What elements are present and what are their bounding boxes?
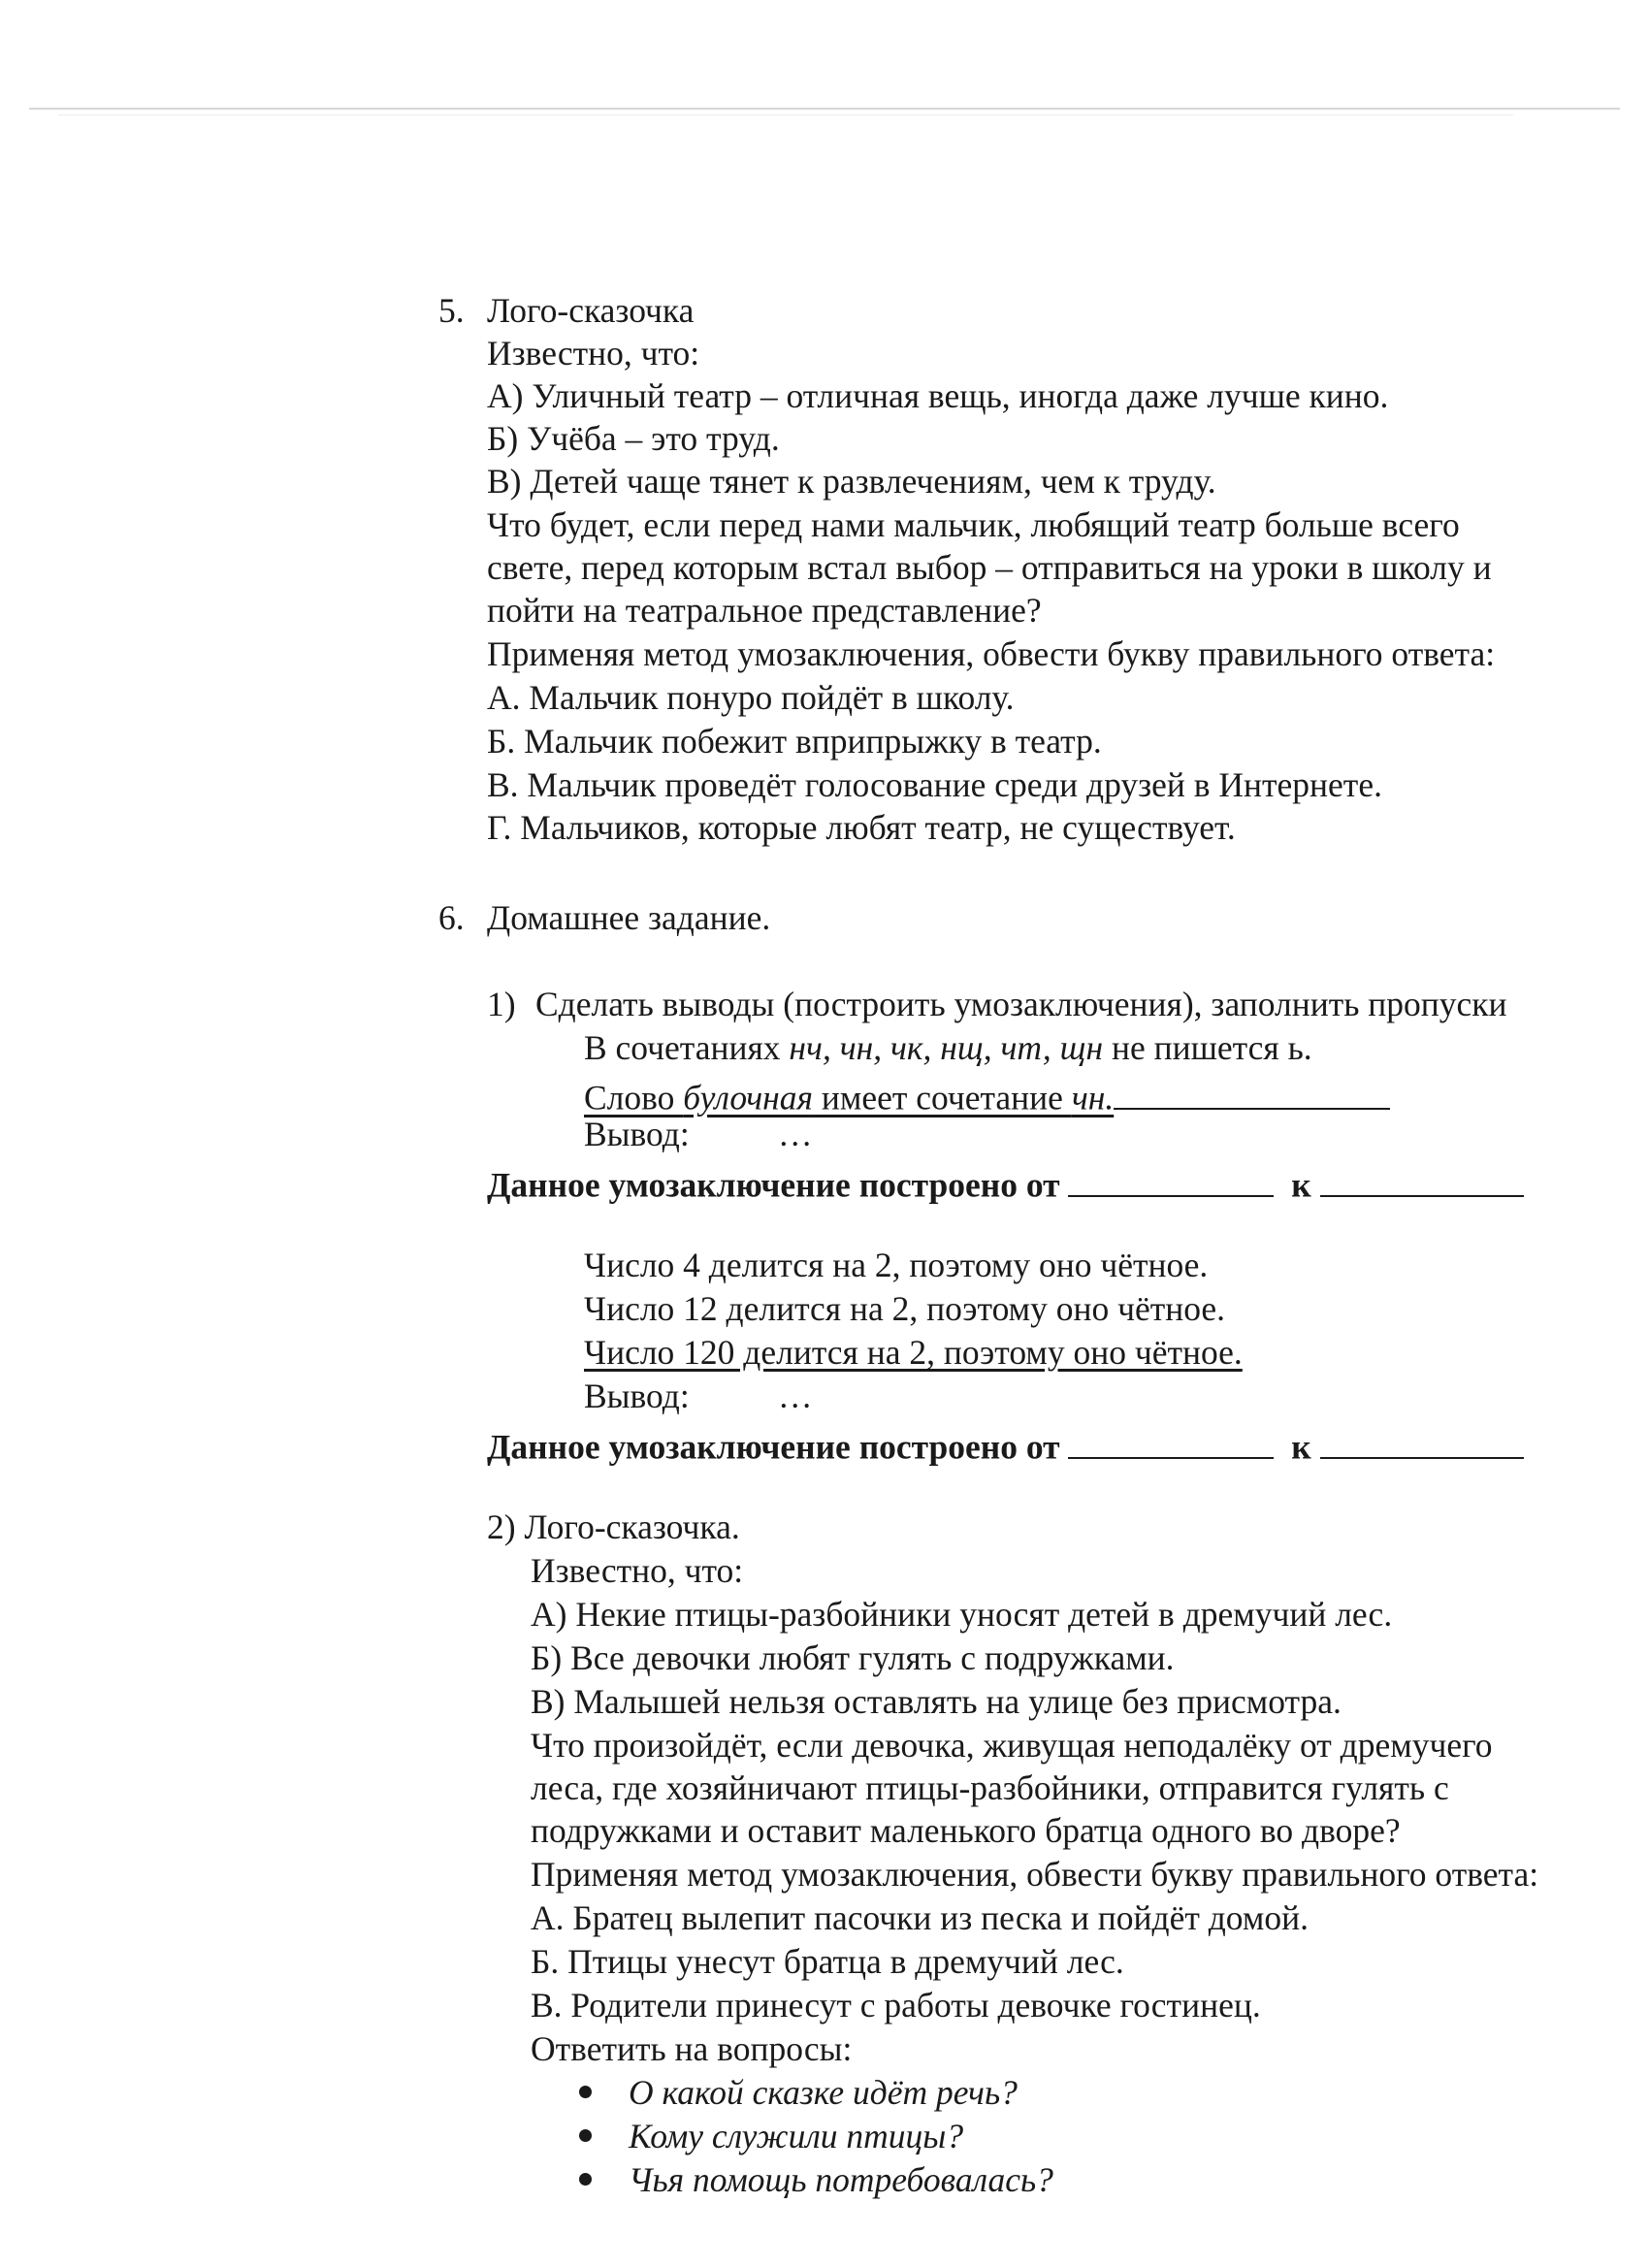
- ex2-line-1: Число 4 делится на 2, поэтому оно чётное.: [584, 1246, 1209, 1284]
- ex1-to-blank[interactable]: [1320, 1162, 1524, 1197]
- part2-fact-c: В) Малышей нельзя оставлять на улице без присмотра.: [531, 1682, 1342, 1721]
- ex2-conclusion-label: Вывод:: [584, 1377, 690, 1415]
- task5-number: 5.: [438, 291, 465, 330]
- task6-part1-text: Сделать выводы (построить умозаключения), заполнить пропуски: [535, 985, 1507, 1023]
- task6-part1-label: 1): [487, 985, 516, 1023]
- part2-answer-prompt: Ответить на вопросы:: [531, 2029, 853, 2068]
- ex1-letter-combos: нч, чн, чк, нщ, чт, щн: [789, 1028, 1104, 1067]
- ex1-premise-1: [584, 1028, 1312, 1067]
- part2-question-line-3: подружками и оставит маленького братца одного во дворе?: [531, 1811, 1401, 1850]
- ex1-from-blank[interactable]: [1068, 1162, 1274, 1197]
- ex1-premise-2: [584, 1075, 1390, 1116]
- task6-title: Домашнее задание.: [487, 898, 771, 937]
- ex1-premise-1-text: В сочетаниях: [584, 1028, 790, 1067]
- task5-instruction: Применяя метод умозаключения, обвести букву правильного ответа:: [487, 634, 1496, 673]
- bullet-question-2: [579, 2117, 964, 2155]
- ex2-line-3: Число 120 делится на 2, поэтому оно чётное.: [584, 1333, 1243, 1372]
- task5-option-a: А. Мальчик понуро пойдёт в школу.: [487, 678, 1015, 717]
- ex1-conclusion-label: Вывод:: [584, 1115, 690, 1153]
- part2-fact-b: Б) Все девочки любят гулять с подружками.: [531, 1638, 1175, 1677]
- task5-fact-b: Б) Учёба – это труд.: [487, 419, 780, 458]
- ex1-premise-2-b: имеет сочетание: [813, 1078, 1072, 1118]
- part2-question-line-1: Что произойдёт, если девочка, живущая неподалёку от дремучего: [531, 1726, 1493, 1765]
- task5-fact-c: В) Детей чаще тянет к развлечениям, чем к труду.: [487, 462, 1216, 501]
- ex2-from-blank[interactable]: [1068, 1424, 1274, 1459]
- task5-title: Лого-сказочка: [487, 291, 695, 330]
- ex1-premise-2-underline: [584, 1079, 1114, 1118]
- bullet-dot-icon: [579, 2129, 592, 2142]
- task5-question-line-2: свете, перед которым встал выбор – отправиться на уроки в школу и: [487, 548, 1492, 587]
- task5-option-c: В. Мальчик проведёт голосование среди друзей в Интернете.: [487, 765, 1382, 804]
- ex2-to-label: к: [1291, 1427, 1311, 1467]
- part2-question-line-2: леса, где хозяйничают птицы-разбойники, отправится гулять с: [531, 1768, 1449, 1807]
- part2-fact-a: А) Некие птицы-разбойники уносят детей в дремучий лес.: [531, 1595, 1393, 1634]
- bullet-dot-icon: [579, 2086, 592, 2098]
- ex2-line-2: Число 12 делится на 2, поэтому оно чётное.: [584, 1289, 1226, 1328]
- ex1-combo-italic: чн.: [1071, 1078, 1115, 1118]
- task5-question-line-1: Что будет, если перед нами мальчик, любящий театр больше всего: [487, 505, 1460, 544]
- part2-option-a: А. Братец вылепит пасочки из песка и пойдёт домой.: [531, 1898, 1309, 1937]
- bullet-question-1: [579, 2073, 1018, 2112]
- question-2-text: Кому служили птицы?: [629, 2117, 964, 2155]
- part2-title: 2) Лого-сказочка.: [487, 1507, 740, 1546]
- task5-option-d: Г. Мальчиков, которые любят театр, не существует.: [487, 808, 1236, 847]
- ex1-word-italic: булочная: [683, 1078, 814, 1118]
- task5-question-line-3: пойти на театральное представление?: [487, 591, 1042, 630]
- ex2-conclusion-dots: …: [778, 1377, 813, 1415]
- ex1-to-label: к: [1291, 1165, 1311, 1205]
- ex1-premise-2-a: Слово: [584, 1078, 684, 1118]
- bullet-question-3: [579, 2160, 1053, 2199]
- question-1-text: О какой сказке идёт речь?: [629, 2073, 1018, 2112]
- task5-option-b: Б. Мальчик побежит вприпрыжку в театр.: [487, 722, 1102, 761]
- ex2-built-from: [487, 1424, 1524, 1465]
- part2-known: Известно, что:: [531, 1551, 744, 1590]
- ex1-built-label: Данное умозаключение построено от: [487, 1165, 1060, 1205]
- ex2-built-label: Данное умозаключение построено от: [487, 1427, 1060, 1467]
- ex1-premise-1-tail: не пишется ь.: [1103, 1028, 1312, 1067]
- task5-fact-a: А) Уличный театр – отличная вещь, иногда даже лучше кино.: [487, 376, 1389, 415]
- bullet-dot-icon: [579, 2173, 592, 2186]
- ex1-built-from: [487, 1162, 1524, 1203]
- ex1-underline-tail: [1114, 1075, 1390, 1110]
- ex2-to-blank[interactable]: [1320, 1424, 1524, 1459]
- part2-option-c: В. Родители принесут с работы девочке гостинец.: [531, 1986, 1261, 2025]
- task6-number: 6.: [438, 898, 465, 937]
- task5-known: Известно, что:: [487, 334, 700, 373]
- question-3-text: Чья помощь потребовалась?: [629, 2160, 1053, 2199]
- ex1-conclusion-dots: …: [778, 1115, 813, 1153]
- part2-option-b: Б. Птицы унесут братца в дремучий лес.: [531, 1942, 1124, 1981]
- part2-instruction: Применяя метод умозаключения, обвести букву правильного ответа:: [531, 1855, 1539, 1894]
